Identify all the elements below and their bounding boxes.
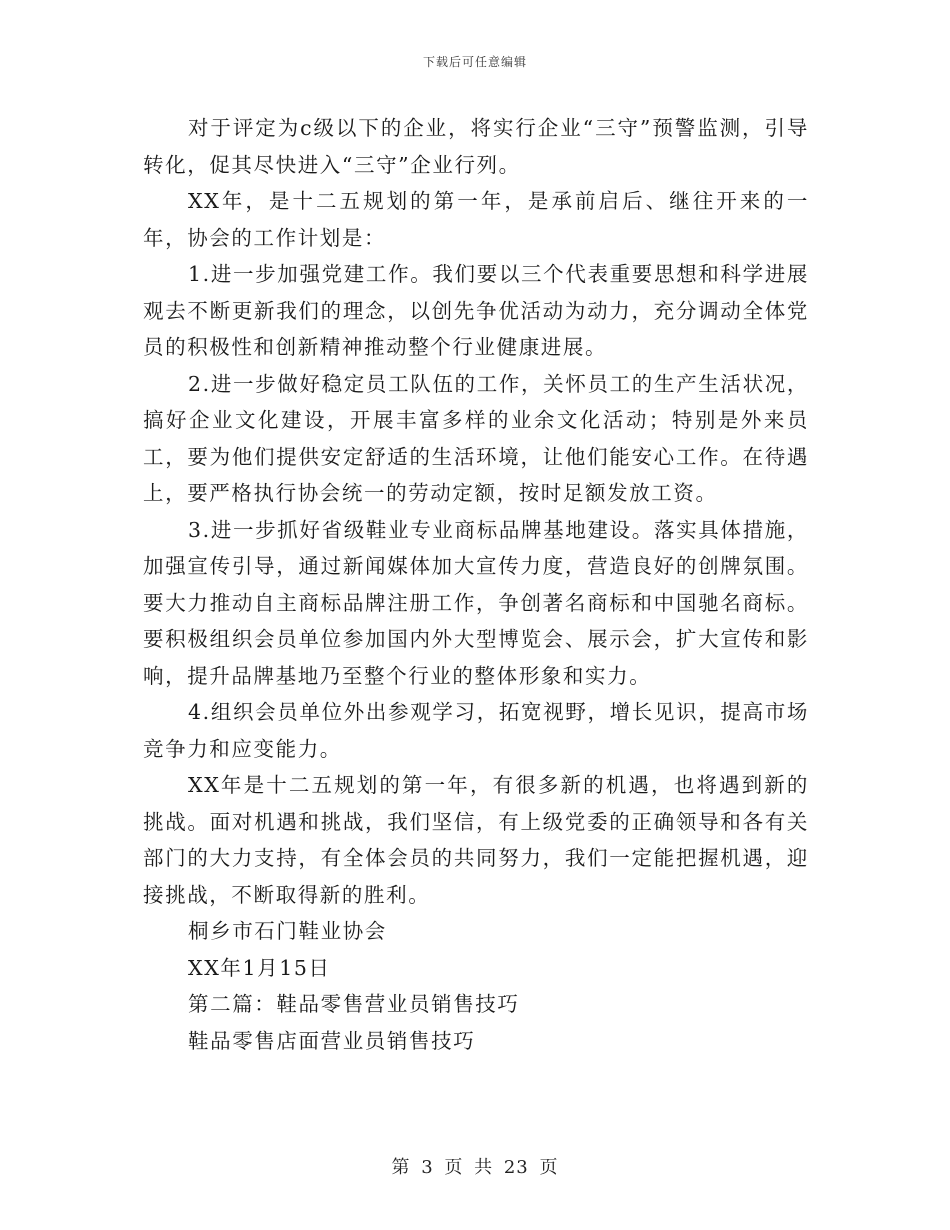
section-subheading: 鞋品零售店面营业员销售技巧 bbox=[188, 1028, 476, 1053]
paragraph: 对于评定为c级以下的企业，将实行企业“三守”预警监测，引导转化，促其尽快进入“三守”企业行列。 bbox=[143, 116, 809, 177]
signature-date: XX年1月15日 bbox=[188, 955, 331, 980]
section-heading: 第二篇：鞋品零售营业员销售技巧 bbox=[188, 992, 520, 1016]
paragraph: 2.进一步做好稳定员工队伍的工作，关怀员工的生产生活状况，搞好企业文化建设，开展丰富多样的业余文化活动；特别是外来员工，要为他们提供安定舒适的生活环境，让他们能安心工作。在待遇上，要严格执行协会统一的劳动定额，按时足额发放工资。 bbox=[143, 371, 809, 505]
paragraph: XX年，是十二五规划的第一年，是承前启后、继往开来的一年，协会的工作计划是： bbox=[143, 189, 809, 250]
paragraph: 1.进一步加强党建工作。我们要以三个代表重要思想和科学进展观去不断更新我们的理念，以创先争优活动为动力，充分调动全体党员的积极性和创新精神推动整个行业健康进展。 bbox=[143, 262, 809, 359]
page-number: 第 3 页 共 23 页 bbox=[391, 1157, 559, 1178]
header-note: 下载后可任意编辑 bbox=[422, 55, 527, 69]
paragraph: 3.进一步抓好省级鞋业专业商标品牌基地建设。落实具体措施，加强宣传引导，通过新闻媒体加大宣传力度，营造良好的创牌氛围。要大力推动自主商标品牌注册工作，争创著名商标和中国驰名商标。要积极组织会员单位参加国内外大型博览会、展示会，扩大宣传和影响，提升品牌基地乃至整个行业的整体形象和实力。 bbox=[143, 517, 809, 688]
paragraph: XX年是十二五规划的第一年，有很多新的机遇，也将遇到新的挑战。面对机遇和挑战，我们坚信，有上级党委的正确领导和各有关部门的大力支持，有全体会员的共同努力，我们一定能把握机遇，迎接挑战，不断取得新的胜利。 bbox=[143, 773, 809, 907]
document-body bbox=[143, 110, 809, 1059]
signature-org: 桐乡市石门鞋业协会 bbox=[188, 919, 387, 943]
paragraph: 4.组织会员单位外出参观学习，拓宽视野，增长见识，提高市场竞争力和应变能力。 bbox=[143, 700, 809, 761]
